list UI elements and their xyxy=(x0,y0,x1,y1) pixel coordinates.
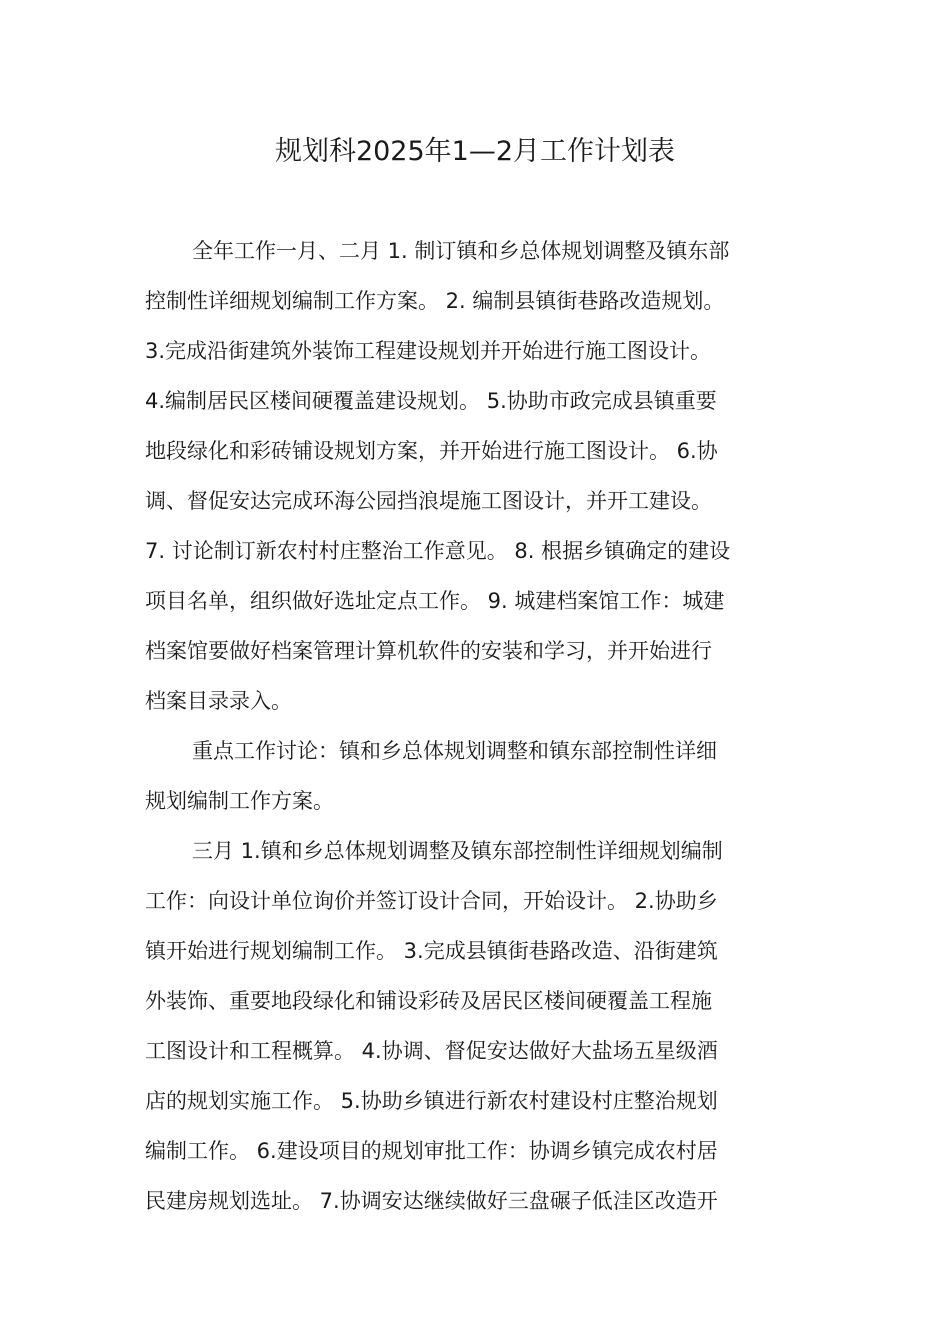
paragraph-line: 工作：向设计单位询价并签订设计合同，开始设计。 2.协助乡 xyxy=(145,889,718,913)
paragraph-line: 地段绿化和彩砖铺设规划方案，并开始进行施工图设计。 6.协 xyxy=(145,439,718,463)
paragraph-line: 3.完成沿街建筑外装饰工程建设规划并开始进行施工图设计。 xyxy=(145,339,712,363)
paragraph-line: 民建房规划选址。 7.协调安达继续做好三盘碾子低洼区改造开 xyxy=(145,1189,718,1213)
paragraph-line: 档案目录录入。 xyxy=(145,689,292,713)
paragraph-line: 规划编制工作方案。 xyxy=(145,789,334,813)
paragraph-line: 重点工作讨论：镇和乡总体规划调整和镇东部控制性详细 xyxy=(192,739,717,763)
document-body xyxy=(145,226,815,1226)
paragraph-line: 外装饰、重要地段绿化和铺设彩砖及居民区楼间硬覆盖工程施 xyxy=(145,989,712,1013)
paragraph-line: 7. 讨论制订新农村村庄整治工作意见。 8. 根据乡镇确定的建设 xyxy=(145,539,731,563)
document-title: 规划科2025年1—2月工作计划表 xyxy=(274,136,676,167)
paragraph-line: 控制性详细规划编制工作方案。 2. 编制县镇街巷路改造规划。 xyxy=(145,289,725,313)
paragraph-line: 编制工作。 6.建设项目的规划审批工作：协调乡镇完成农村居 xyxy=(145,1139,718,1163)
paragraph-line: 档案馆要做好档案管理计算机软件的安装和学习，并开始进行 xyxy=(145,639,712,663)
paragraph-line: 项目名单，组织做好选址定点工作。 9. 城建档案馆工作：城建 xyxy=(145,589,725,613)
paragraph-line: 4.编制居民区楼间硬覆盖建设规划。 5.协助市政完成县镇重要 xyxy=(145,389,717,413)
paragraph-line: 三月 1.镇和乡总体规划调整及镇东部控制性详细规划编制 xyxy=(192,839,723,863)
paragraph-line: 镇开始进行规划编制工作。 3.完成县镇街巷路改造、沿街建筑 xyxy=(145,939,718,963)
paragraph-line: 全年工作一月、二月 1. 制订镇和乡总体规划调整及镇东部 xyxy=(192,239,730,263)
paragraph-line: 工图设计和工程概算。 4.协调、督促安达做好大盐场五星级酒 xyxy=(145,1039,718,1063)
paragraph-line: 调、督促安达完成环海公园挡浪堤施工图设计，并开工建设。 xyxy=(145,489,712,513)
paragraph-line: 店的规划实施工作。 5.协助乡镇进行新农村建设村庄整治规划 xyxy=(145,1089,718,1113)
